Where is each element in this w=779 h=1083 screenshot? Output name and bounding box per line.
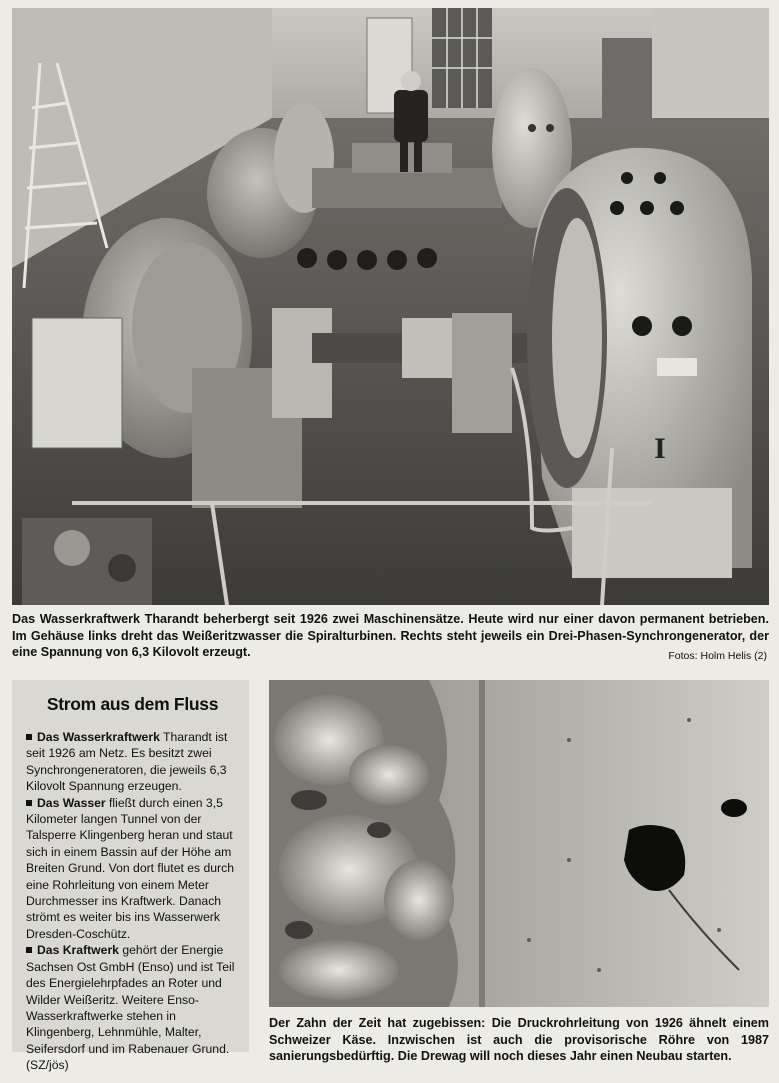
top-photo-caption-text: Das Wasserkraftwerk Tharandt beherbergt seit 1926 zwei Maschinensätze. Heute wird nur einer davon permanent betrieben. Im Gehäuse links dreht das Weißeritzwasser die Spiralturbinen. Rechts steht jeweils ein Drei-Phasen-Synchrongenerator, der eine Spannung von 6,3 Kilovolt erzeugt. [12, 612, 769, 659]
info-item [26, 729, 239, 795]
generator-number-label: I [654, 432, 666, 465]
info-item-text: Tharandt ist seit 1926 am Netz. Es besitzt zwei Synchrongeneratoren, die jeweils 6,3 Kilovolt Spannung erzeugen. [26, 730, 228, 794]
square-bullet-icon [26, 800, 32, 806]
square-bullet-icon [26, 947, 32, 953]
square-bullet-icon [26, 734, 32, 740]
infobox [12, 680, 249, 1073]
corroded-pipe-illustration [269, 680, 769, 1007]
info-item-lead: Das Kraftwerk [37, 943, 119, 958]
turbine-hall-illustration [12, 8, 769, 605]
photo-turbine-hall [12, 8, 769, 605]
photo-credit: Fotos: Holm Helis (2) [668, 650, 767, 662]
bottom-photo-caption [269, 1015, 769, 1065]
info-item-text: gehört der Energie Sachsen Ost GmbH (Enso) und ist Teil des Energielehrpfades an Roter und Wilder Weißeritz. Weitere Enso-Wasserkraftwerke stehen in Klingenberg, Lehnmühle, Malter, Seifersdorf und im Rabenauer Grund. (SZ/jös) [26, 943, 235, 1073]
top-photo-caption [12, 611, 769, 661]
photo-corroded-pipe [269, 680, 769, 1007]
info-item-text: fließt durch einen 3,5 Kilometer langen Tunnel von der Talsperre Klingenberg heran und staut sich in einem Bassin auf der Höhe am Breiten Grund. Von dort flutet es durch eine Rohrleitung von einem Meter Durchmesser ins Kraftwerk. Danach strömt es weiter bis ins Wasserwerk Dresden-Coschütz. [26, 795, 234, 941]
bottom-photo-caption-text: Der Zahn der Zeit hat zugebissen: Die Druckrohrleitung von 1926 ähnelt einem Schweizer Käse. Inzwischen ist auch die provisorische Röhre von 1987 sanierungsbedürftig. Die Drewag will noch dieses Jahr einen Neubau starten. [269, 1016, 769, 1063]
info-item-lead: Das Wasserkraftwerk [37, 730, 160, 744]
info-item [26, 942, 239, 1073]
infobox-title: Strom aus dem Fluss [46, 694, 219, 714]
info-item [26, 795, 239, 943]
info-item-lead: Das Wasser [37, 795, 106, 810]
